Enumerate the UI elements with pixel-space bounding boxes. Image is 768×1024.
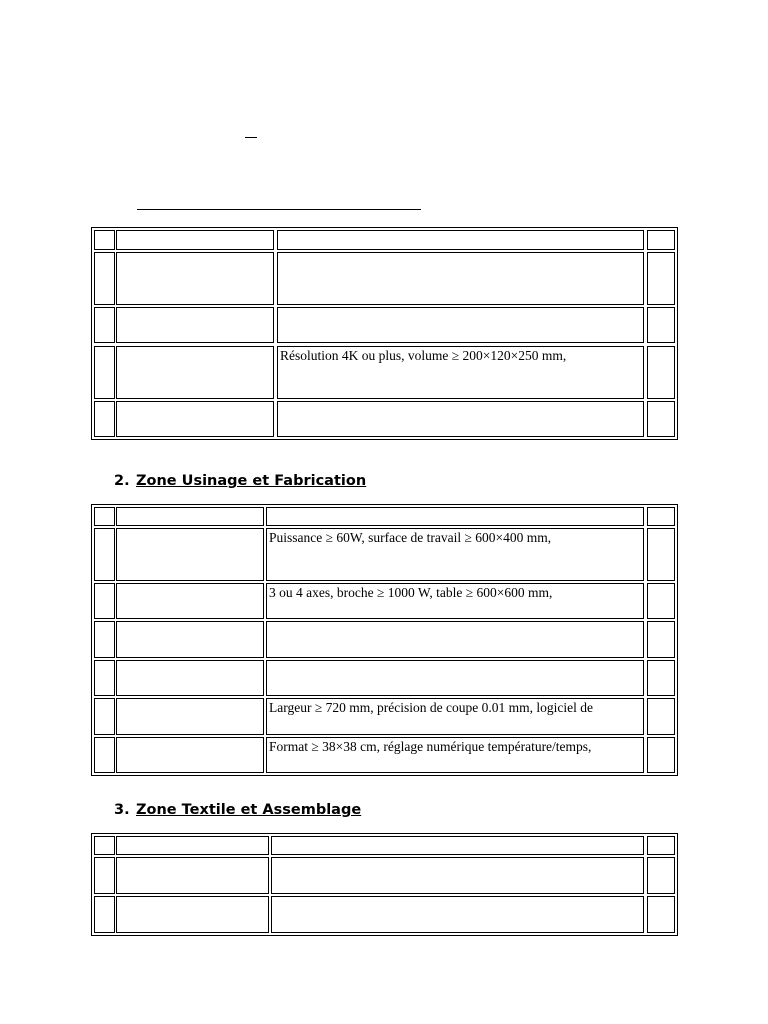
table-cell bbox=[94, 307, 115, 343]
table-cell bbox=[277, 252, 644, 305]
table-cell bbox=[116, 660, 264, 696]
table-cell bbox=[116, 857, 269, 894]
table-cell bbox=[116, 737, 264, 773]
section-3-title: Zone Textile et Assemblage bbox=[136, 802, 362, 818]
table-cell bbox=[277, 346, 644, 399]
table-cell bbox=[116, 401, 274, 437]
table-cell bbox=[94, 836, 115, 855]
table-cell bbox=[94, 737, 115, 773]
table-cell bbox=[647, 230, 675, 250]
table-cell bbox=[266, 583, 644, 619]
table-cell bbox=[266, 507, 644, 526]
cell-text: Format ≥ 38×38 cm, réglage numérique température/temps, bbox=[269, 739, 592, 754]
table-cell bbox=[116, 896, 269, 933]
table-cell bbox=[116, 698, 264, 735]
table-cell bbox=[271, 896, 644, 933]
table-cell bbox=[271, 836, 644, 855]
cell-text: Largeur ≥ 720 mm, précision de coupe 0.01 mm, logiciel de bbox=[269, 700, 593, 715]
blank-underline bbox=[137, 209, 421, 210]
table-cell bbox=[647, 857, 675, 894]
table-cell bbox=[647, 737, 675, 773]
table-cell bbox=[94, 698, 115, 735]
section-2-number: 2. bbox=[114, 473, 130, 489]
section-2-title: Zone Usinage et Fabrication bbox=[136, 473, 367, 489]
table-cell bbox=[266, 621, 644, 658]
table-cell bbox=[116, 621, 264, 658]
table-cell bbox=[266, 737, 644, 773]
table-cell bbox=[94, 230, 115, 250]
table-cell bbox=[271, 857, 644, 894]
table-cell bbox=[647, 507, 675, 526]
table-cell bbox=[647, 896, 675, 933]
table-cell bbox=[116, 230, 274, 250]
cell-text: Puissance ≥ 60W, surface de travail ≥ 600×400 mm, bbox=[269, 530, 552, 545]
table-cell bbox=[266, 660, 644, 696]
table-cell bbox=[277, 401, 644, 437]
table-cell bbox=[647, 401, 675, 437]
table-cell bbox=[647, 346, 675, 399]
table-cell bbox=[94, 896, 115, 933]
underscore-mark bbox=[245, 137, 257, 138]
table-cell bbox=[116, 836, 269, 855]
table-cell bbox=[266, 528, 644, 581]
table-cell bbox=[116, 528, 264, 581]
table-cell bbox=[94, 621, 115, 658]
table-cell bbox=[647, 836, 675, 855]
table-cell bbox=[647, 698, 675, 735]
cell-text: Résolution 4K ou plus, volume ≥ 200×120×250 mm, bbox=[280, 348, 567, 363]
table-cell bbox=[266, 698, 644, 735]
table-cell bbox=[94, 857, 115, 894]
table-cell bbox=[94, 252, 115, 305]
cell-text: 3 ou 4 axes, broche ≥ 1000 W, table ≥ 600×600 mm, bbox=[269, 585, 553, 600]
table-cell bbox=[94, 401, 115, 437]
section-3-number: 3. bbox=[114, 802, 130, 818]
table-cell bbox=[647, 583, 675, 619]
table-cell bbox=[94, 660, 115, 696]
table-cell bbox=[94, 346, 115, 399]
table-cell bbox=[116, 346, 274, 399]
table-cell bbox=[647, 307, 675, 343]
section-3-heading bbox=[114, 801, 361, 819]
table-cell bbox=[116, 507, 264, 526]
table-cell bbox=[116, 583, 264, 619]
table-cell bbox=[647, 252, 675, 305]
table-cell bbox=[647, 528, 675, 581]
table-cell bbox=[94, 583, 115, 619]
section-2-heading bbox=[114, 472, 366, 490]
table-cell bbox=[277, 230, 644, 250]
table-cell bbox=[116, 252, 274, 305]
table-cell bbox=[94, 507, 115, 526]
table-cell bbox=[116, 307, 274, 343]
table-cell bbox=[277, 307, 644, 343]
table-cell bbox=[647, 621, 675, 658]
table-cell bbox=[647, 660, 675, 696]
table-cell bbox=[94, 528, 115, 581]
